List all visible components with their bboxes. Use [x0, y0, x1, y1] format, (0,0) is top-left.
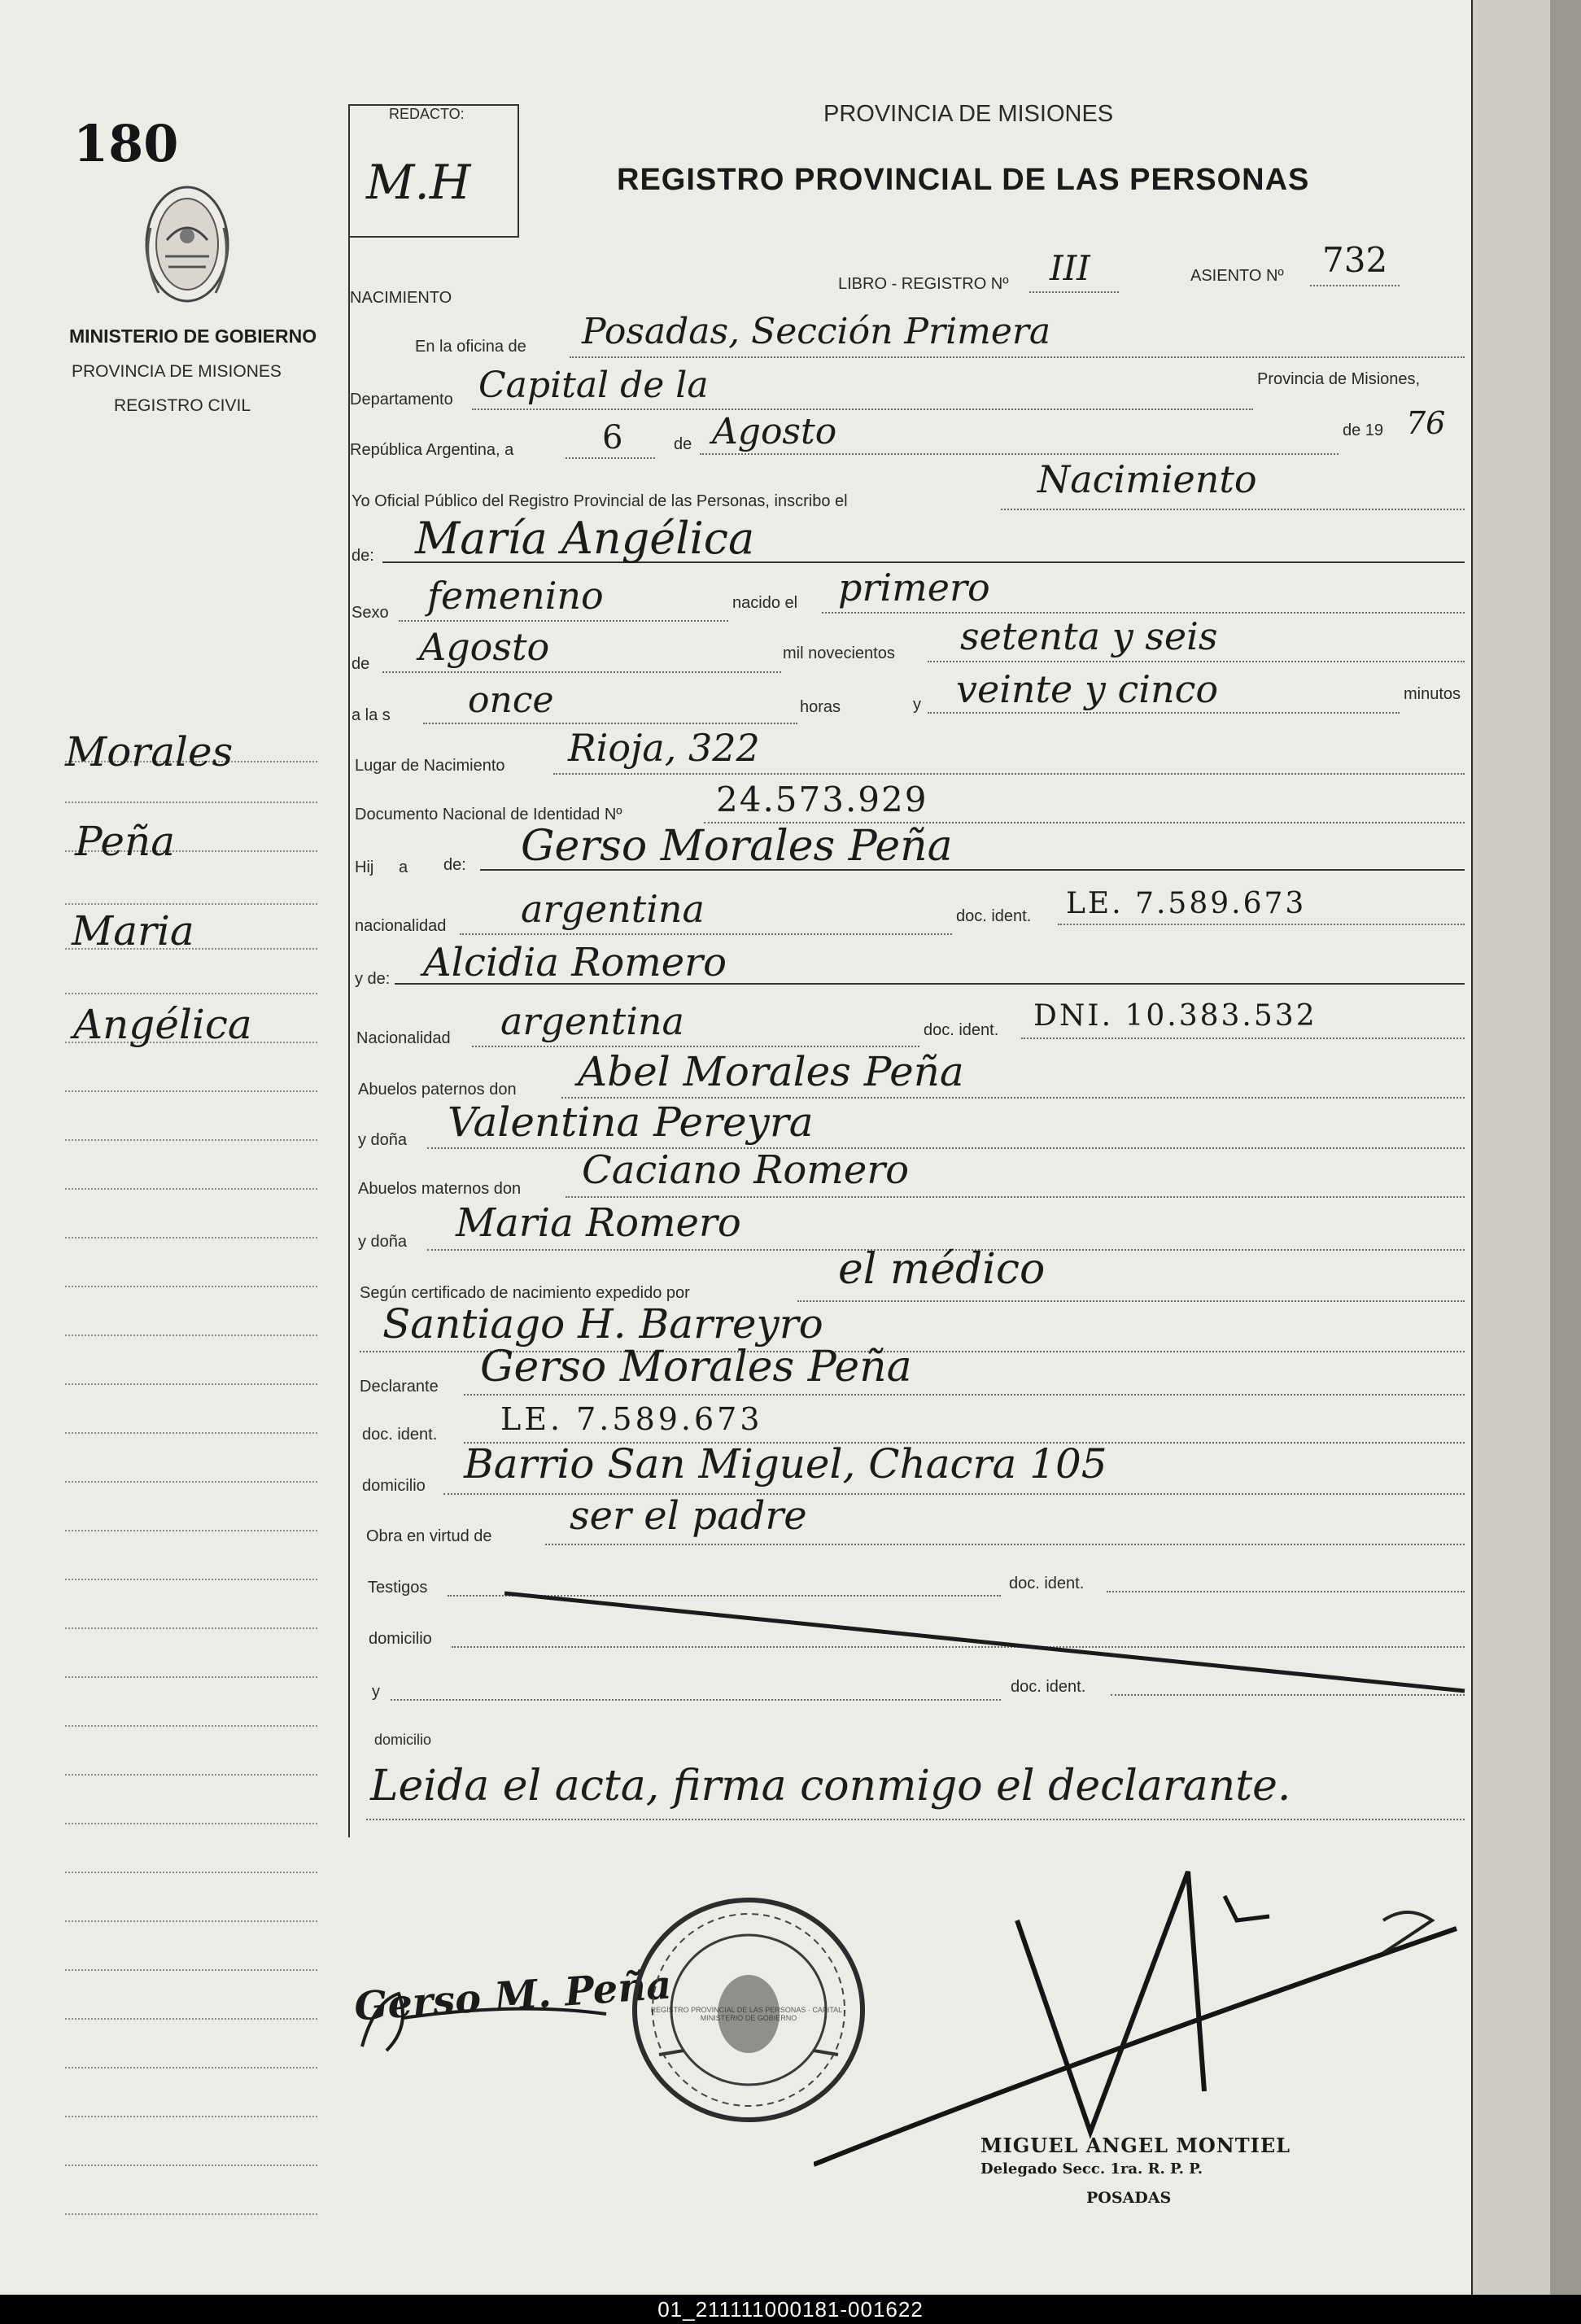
- nacido-label: nacido el: [732, 594, 798, 612]
- ydona1-label: y doña: [358, 1131, 408, 1149]
- doc4-label: doc. ident.: [1009, 1575, 1085, 1592]
- padre-value: Gerso Morales Peña: [521, 822, 953, 871]
- sexo-value: femenino: [427, 574, 604, 618]
- domicilio-value: Barrio San Miguel, Chacra 105: [464, 1440, 1107, 1487]
- lugar-label: Lugar de Nacimiento: [355, 757, 505, 775]
- nombre-value: María Angélica: [415, 513, 755, 564]
- y2-label: y: [372, 1683, 380, 1701]
- oficina-value: Posadas, Sección Primera: [582, 311, 1051, 352]
- nacionalidad1-value: argentina: [521, 887, 705, 931]
- official-place: POSADAS: [1086, 2189, 1172, 2207]
- certificado-label: Según certificado de nacimiento expedido por: [360, 1284, 690, 1302]
- registry-title: REGISTRO PROVINCIAL DE LAS PERSONAS: [617, 163, 1310, 197]
- horas-value: once: [468, 679, 554, 721]
- doc2-label: doc. ident.: [924, 1021, 999, 1039]
- lugar-value: Rioja, 322: [568, 726, 760, 770]
- margin-name-4: Angélica: [73, 1001, 252, 1048]
- minutos-label: minutos: [1404, 685, 1461, 703]
- yo-label: Yo Oficial Público del Registro Provincial de las Personas, inscribo el: [352, 492, 848, 510]
- closing-text: Leida el acta, firma conmigo el declarante.: [370, 1762, 1291, 1811]
- dia-value: 6: [602, 419, 623, 456]
- de-label: de: [674, 435, 692, 453]
- stamp-ring-text: REGISTRO PROVINCIAL DE LAS PERSONAS · CAPITAL · MINISTERIO DE GOBIERNO: [650, 2006, 847, 2022]
- redacto-label: REDACTO:: [389, 106, 465, 122]
- hij-label: Hij: [355, 858, 374, 876]
- redacto-initials: M.H: [366, 155, 471, 210]
- dni-label: Documento Nacional de Identidad Nº: [355, 806, 622, 823]
- declarante-signature: Gerso M. Peña: [352, 1962, 673, 2030]
- nacionalidad2-value: argentina: [500, 999, 684, 1043]
- obra-value: ser el padre: [570, 1493, 807, 1539]
- obra-label: Obra en virtud de: [366, 1527, 492, 1545]
- province-label: PROVINCIA DE MISIONES: [72, 362, 282, 381]
- departamento-value: Capital de la: [478, 365, 709, 406]
- folio-number: 180: [73, 114, 179, 173]
- alas-label: a la s: [352, 706, 391, 724]
- doc5-label: doc. ident.: [1011, 1678, 1086, 1696]
- mes-value: Agosto: [712, 411, 837, 452]
- anio-nac-value: setenta y seis: [960, 614, 1218, 658]
- domicilio-label: domicilio: [362, 1477, 426, 1495]
- nacimiento-label: NACIMIENTO: [350, 289, 452, 307]
- nacido-value: primero: [838, 566, 990, 609]
- libro-value: III: [1050, 248, 1090, 288]
- mes-nac-value: Agosto: [419, 625, 550, 669]
- nacionalidad2-label: Nacionalidad: [356, 1029, 451, 1047]
- form-left-border: [348, 104, 350, 1837]
- declarante-value: Gerso Morales Peña: [480, 1343, 912, 1391]
- oficina-label: En la oficina de: [415, 338, 526, 356]
- province-header: PROVINCIA DE MISIONES: [823, 101, 1114, 127]
- abuelo-pat-value: Abel Morales Peña: [578, 1048, 964, 1095]
- anio-value: 76: [1406, 405, 1446, 441]
- minutos-value: veinte y cinco: [956, 667, 1219, 711]
- margin-name-2: Peña: [75, 818, 175, 865]
- dni-value: 24.573.929: [716, 780, 928, 819]
- declarante-signature-stroke: [354, 1969, 614, 2063]
- mil-label: mil novecientos: [783, 644, 895, 662]
- doc3-value: LE. 7.589.673: [500, 1401, 763, 1437]
- abuelos-mat-label: Abuelos maternos don: [358, 1180, 522, 1198]
- abuela-pat-value: Valentina Pereyra: [448, 1099, 814, 1146]
- medico-value: Santiago H. Barreyro: [382, 1300, 823, 1348]
- asiento-value: 732: [1322, 240, 1388, 280]
- domicilio2-label: domicilio: [369, 1630, 432, 1648]
- madre-value: Alcidia Romero: [423, 940, 727, 985]
- nacionalidad1-label: nacionalidad: [355, 917, 447, 935]
- abuela-mat-value: Maria Romero: [456, 1200, 741, 1246]
- doc3-label: doc. ident.: [362, 1426, 438, 1444]
- certificado-value: el médico: [838, 1245, 1046, 1294]
- page-edge: [1550, 0, 1581, 2295]
- domicilio3-label: domicilio: [374, 1732, 432, 1748]
- horas-label: horas: [800, 698, 841, 716]
- doc2-value: DNI. 10.383.532: [1033, 999, 1317, 1033]
- asiento-label: ASIENTO Nº: [1190, 267, 1284, 285]
- departamento-label: Departamento: [350, 391, 453, 408]
- hij-a: a: [399, 858, 408, 876]
- registry-label: REGISTRO CIVIL: [114, 396, 251, 415]
- official-title: Delegado Secc. 1ra. R. P. P.: [980, 2160, 1203, 2178]
- declarante-label: Declarante: [360, 1378, 439, 1396]
- hij-de-label: de:: [443, 856, 466, 874]
- margin-name-1: Morales: [65, 728, 234, 775]
- official-signature: [814, 1863, 1465, 2177]
- yde-label: y de:: [355, 970, 391, 988]
- libro-label: LIBRO - REGISTRO Nº: [838, 275, 1009, 293]
- doc1-value: LE. 7.589.673: [1066, 887, 1307, 920]
- testigos-label: Testigos: [368, 1579, 428, 1597]
- de-mes-label: de: [352, 655, 370, 673]
- de19-label: de 19: [1343, 422, 1384, 439]
- official-name: MIGUEL ANGEL MONTIEL: [980, 2134, 1291, 2157]
- testigos-strike-line: [504, 1587, 1473, 1705]
- sexo-label: Sexo: [352, 604, 389, 622]
- yo-value: Nacimiento: [1037, 457, 1257, 501]
- y-label: y: [913, 696, 921, 714]
- ministry-label: MINISTERIO DE GOBIERNO: [69, 325, 317, 347]
- republica-label: República Argentina, a: [350, 441, 514, 459]
- abuelo-mat-value: Caciano Romero: [582, 1147, 910, 1193]
- nombre-label: de:: [352, 547, 374, 565]
- abuelos-pat-label: Abuelos paternos don: [358, 1081, 517, 1099]
- coat-of-arms-emblem: [134, 179, 240, 309]
- ydona2-label: y doña: [358, 1233, 408, 1251]
- doc1-label: doc. ident.: [956, 907, 1032, 925]
- provincia-label: Provincia de Misiones,: [1257, 370, 1421, 388]
- image-id-footer: 01_211111000181-001622: [0, 2295, 1581, 2324]
- margin-name-3: Maria: [72, 907, 194, 954]
